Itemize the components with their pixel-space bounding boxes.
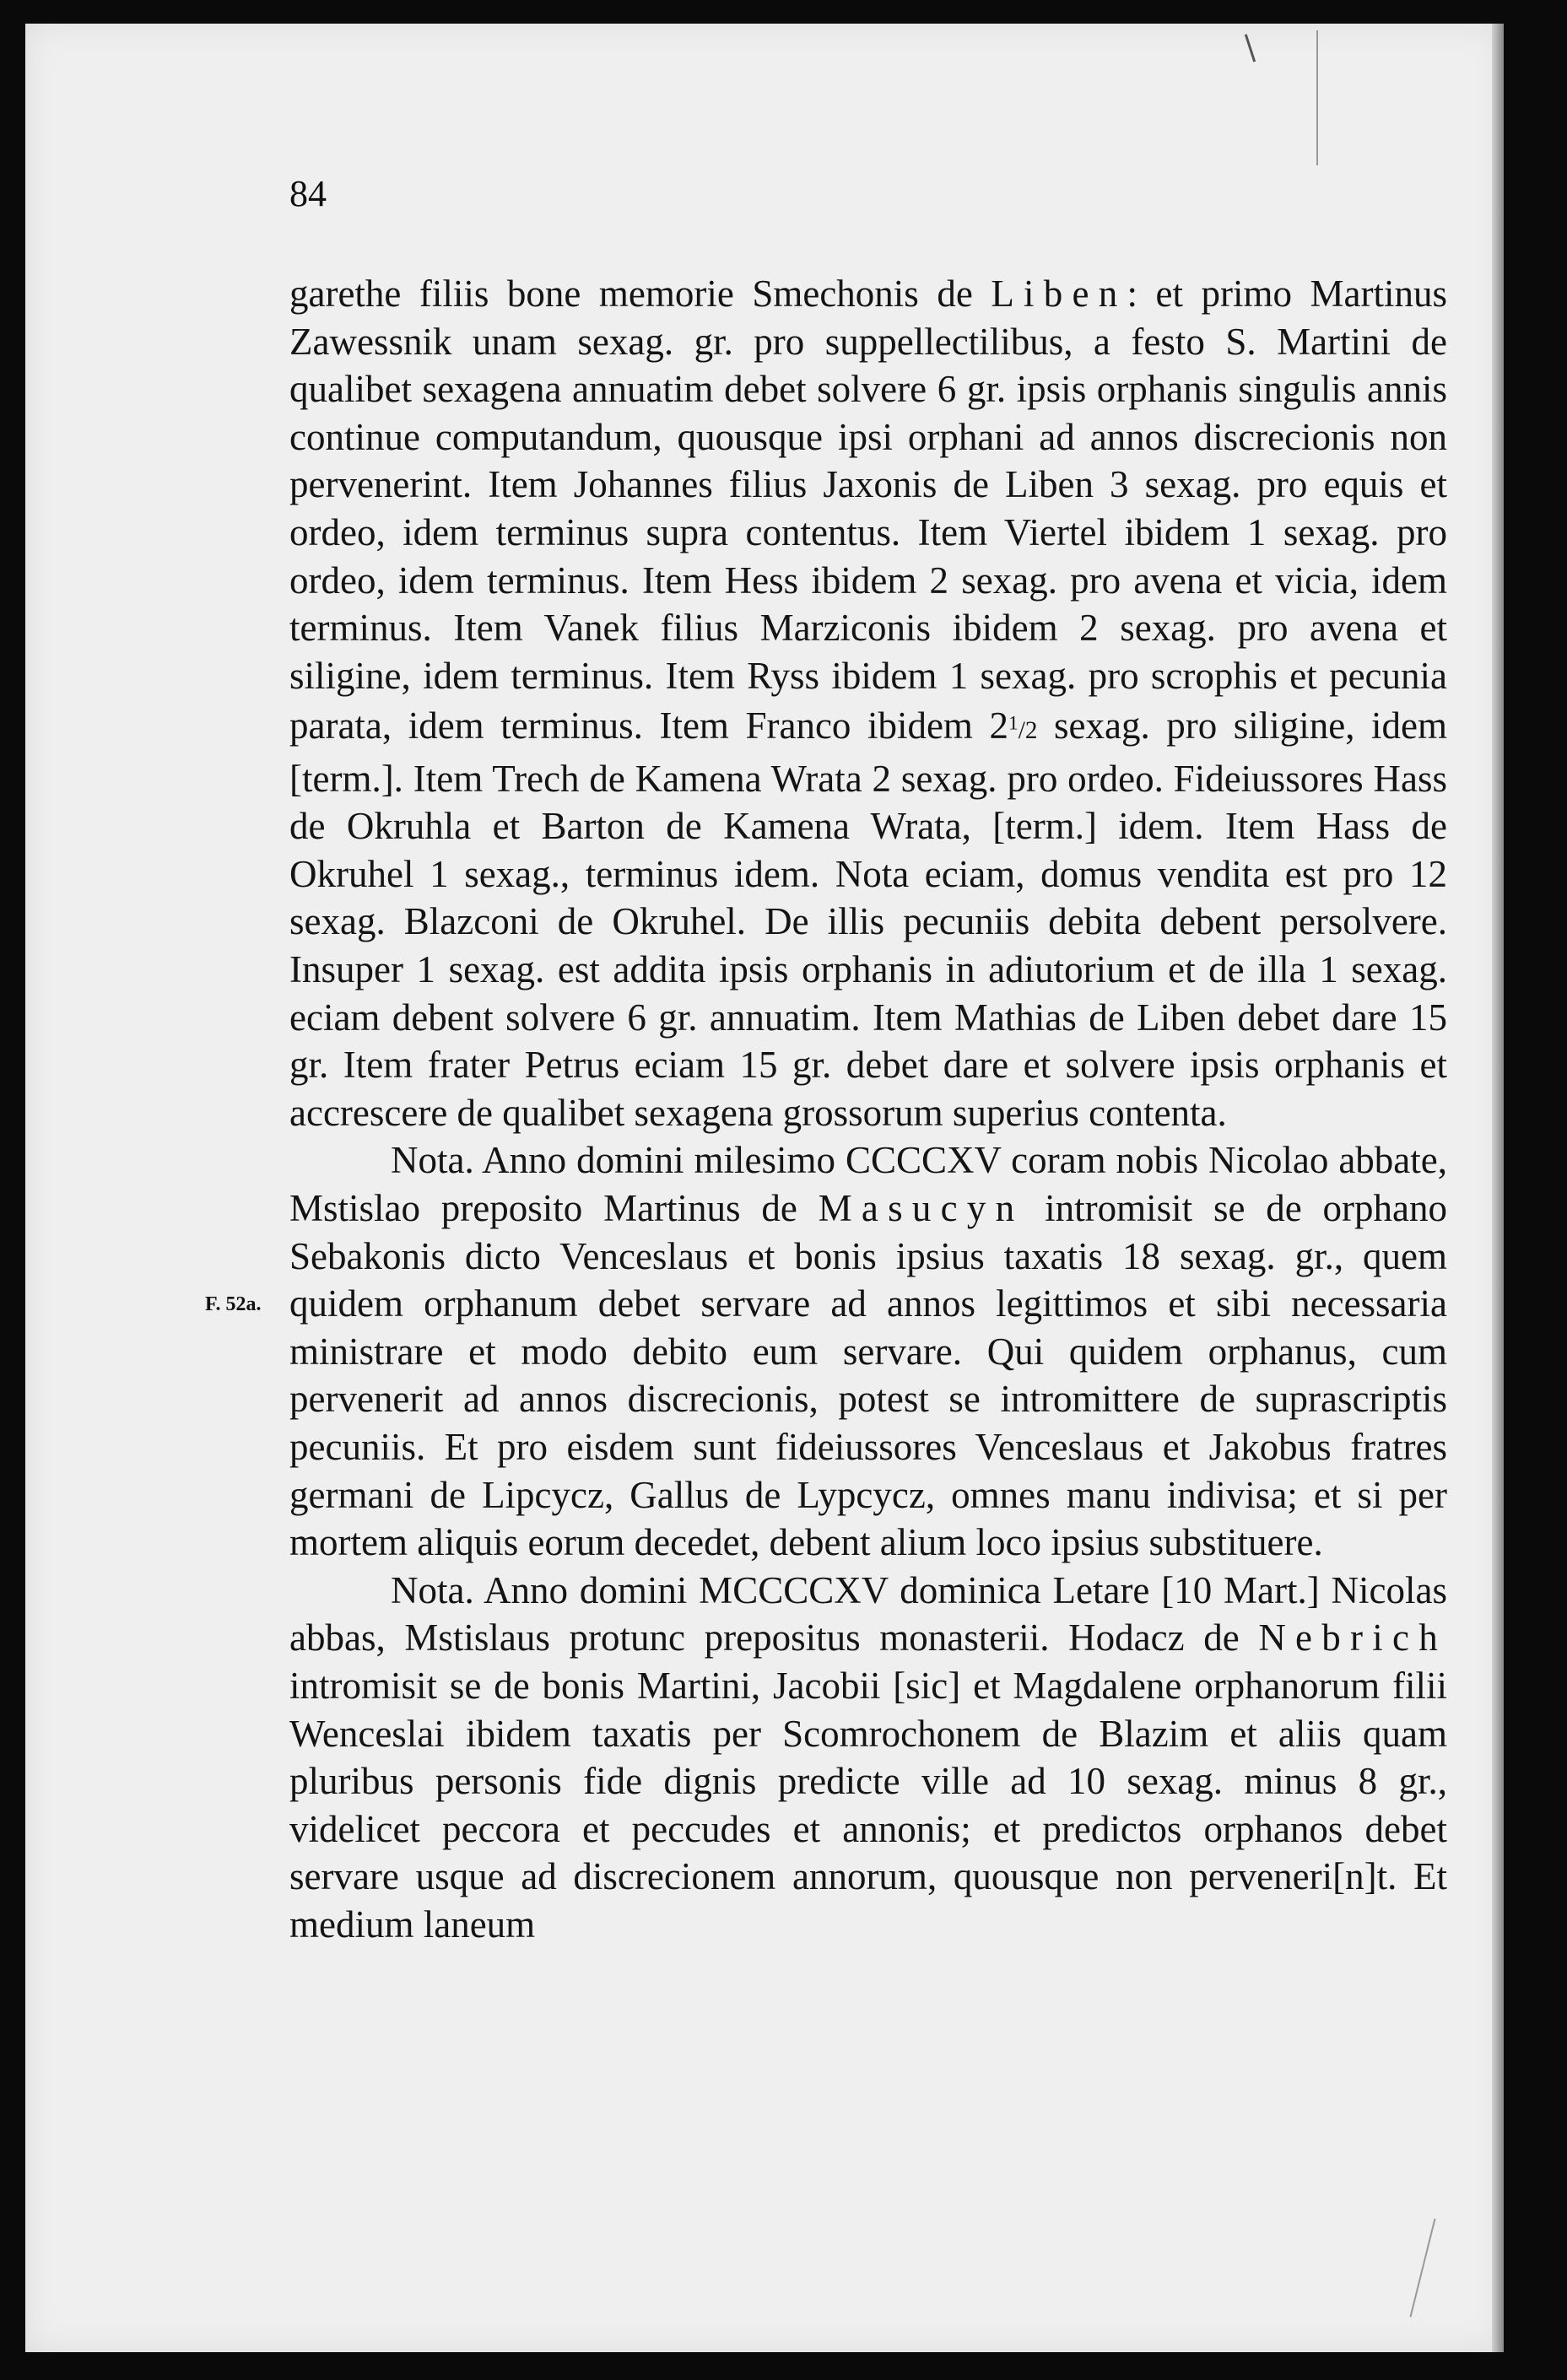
paragraph-2 <box>289 1136 1447 1566</box>
page-sheet <box>25 24 1504 2352</box>
body-text <box>289 270 1447 1949</box>
paragraph-3 <box>289 1567 1447 1949</box>
text-run: intromisit se de bonis Martini, Jacobii [sic] et Magdalene orphanorum filii Wenceslai ibidem taxatis per Scomrochonem de Blazim et aliis quam pluribus personis fide dignis predicte ville ad 10 sexag. minus 8 gr., videlicet peccora et peccudes et annonis; et predictos orphanos debet servare usque ad discrecionem annorum, quousque non perveneri[n]t. Et medium laneum <box>289 1664 1447 1946</box>
page-edge-shadow <box>1492 24 1504 2352</box>
scan-mark <box>1316 30 1318 165</box>
text-run: : et primo Martinus Zawessnik unam sexag. gr. pro suppellectilibus, a festo S. Martini de qualibet sexagena annuatim debet solvere 6 gr. ipsis orphanis singulis annis continue computandum, quousque ipsi orphani ad annos discrecionis non pervenerint. Item Johannes filius Jaxonis de Liben 3 sexag. pro equis et ordeo, idem terminus supra contentus. Item Viertel ibidem 1 sexag. pro ordeo, idem terminus. Item Hess ibidem 2 sexag. pro avena et vicia, idem terminus. Item Vanek filius Marziconis ibidem 2 sexag. pro avena et siligine, idem terminus. Item Ryss ibidem 1 sexag. pro scrophis et pecunia parata, idem terminus. Item Franco ibidem 2 <box>289 273 1447 747</box>
text-run: Nota. Anno domini MCCCCXV dominica Letare [10 Mart.] Nicolas abbas, Mstislaus protunc prepositus monasterii. Hodacz de <box>289 1568 1447 1660</box>
folio-reference: F. 52a. <box>205 1293 262 1315</box>
paragraph-1 <box>289 270 1447 1136</box>
text-run: intromisit se de orphano Sebakonis dicto Venceslaus et bonis ipsius taxatis 18 sexag. gr., quem quidem orphanum debet servare ad annos legittimos et sibi necessaria ministrare et modo debito eum servare. Qui quidem orphanus, cum pervenerit ad annos discrecionis, potest se intromittere de suprascriptis pecuniis. Et pro eisdem sunt fideiussores Venceslaus et Jakobus fratres germani de Lipcycz, Gallus de Lypcycz, omnes manu indivisa; et si per mortem aliquis eorum decedet, debent alium loco ipsius substituere. <box>289 1187 1447 1564</box>
text-run: Nota. Anno domini milesimo CCCCXV coram nobis Nicolao abbate, Mstislao preposito Martinus de <box>289 1139 1447 1230</box>
fraction-numerator: 1 <box>1008 712 1019 735</box>
page-number: 84 <box>289 173 327 214</box>
place-name: Nebrich <box>1258 1616 1447 1660</box>
scan-mark <box>1410 2219 1436 2318</box>
text-run: sexag. pro siligine, idem [term.]. Item Trech de Kamena Wrata 2 sexag. pro ordeo. Fideiussores Hass de Okruhla et Barton de Kamena Wrata, [term.] idem. Item Hass de Okruhel 1 sexag., terminus idem. Nota eciam, domus vendita est pro 12 sexag. Blazconi de Okruhel. De illis pecuniis debita debent persolvere. Insuper 1 sexag. est addita ipsis orphanis in adiutorium et de illa 1 sexag. eciam debent solvere 6 gr. annuatim. Item Mathias de Liben debet dare 15 gr. Item frater Petrus eciam 15 gr. debet dare et solvere ipsis orphanis et accrescere de qualibet sexagena grossorum superius contenta. <box>289 704 1448 1134</box>
scan-mark <box>1245 34 1256 62</box>
fraction-denominator: 2 <box>1024 717 1038 745</box>
place-name: Liben <box>991 273 1127 315</box>
fraction: $^1$/2 <box>1008 712 1038 745</box>
text-run: garethe filiis bone memorie Smechonis de <box>289 273 992 315</box>
place-name: Masucyn <box>818 1187 1024 1230</box>
